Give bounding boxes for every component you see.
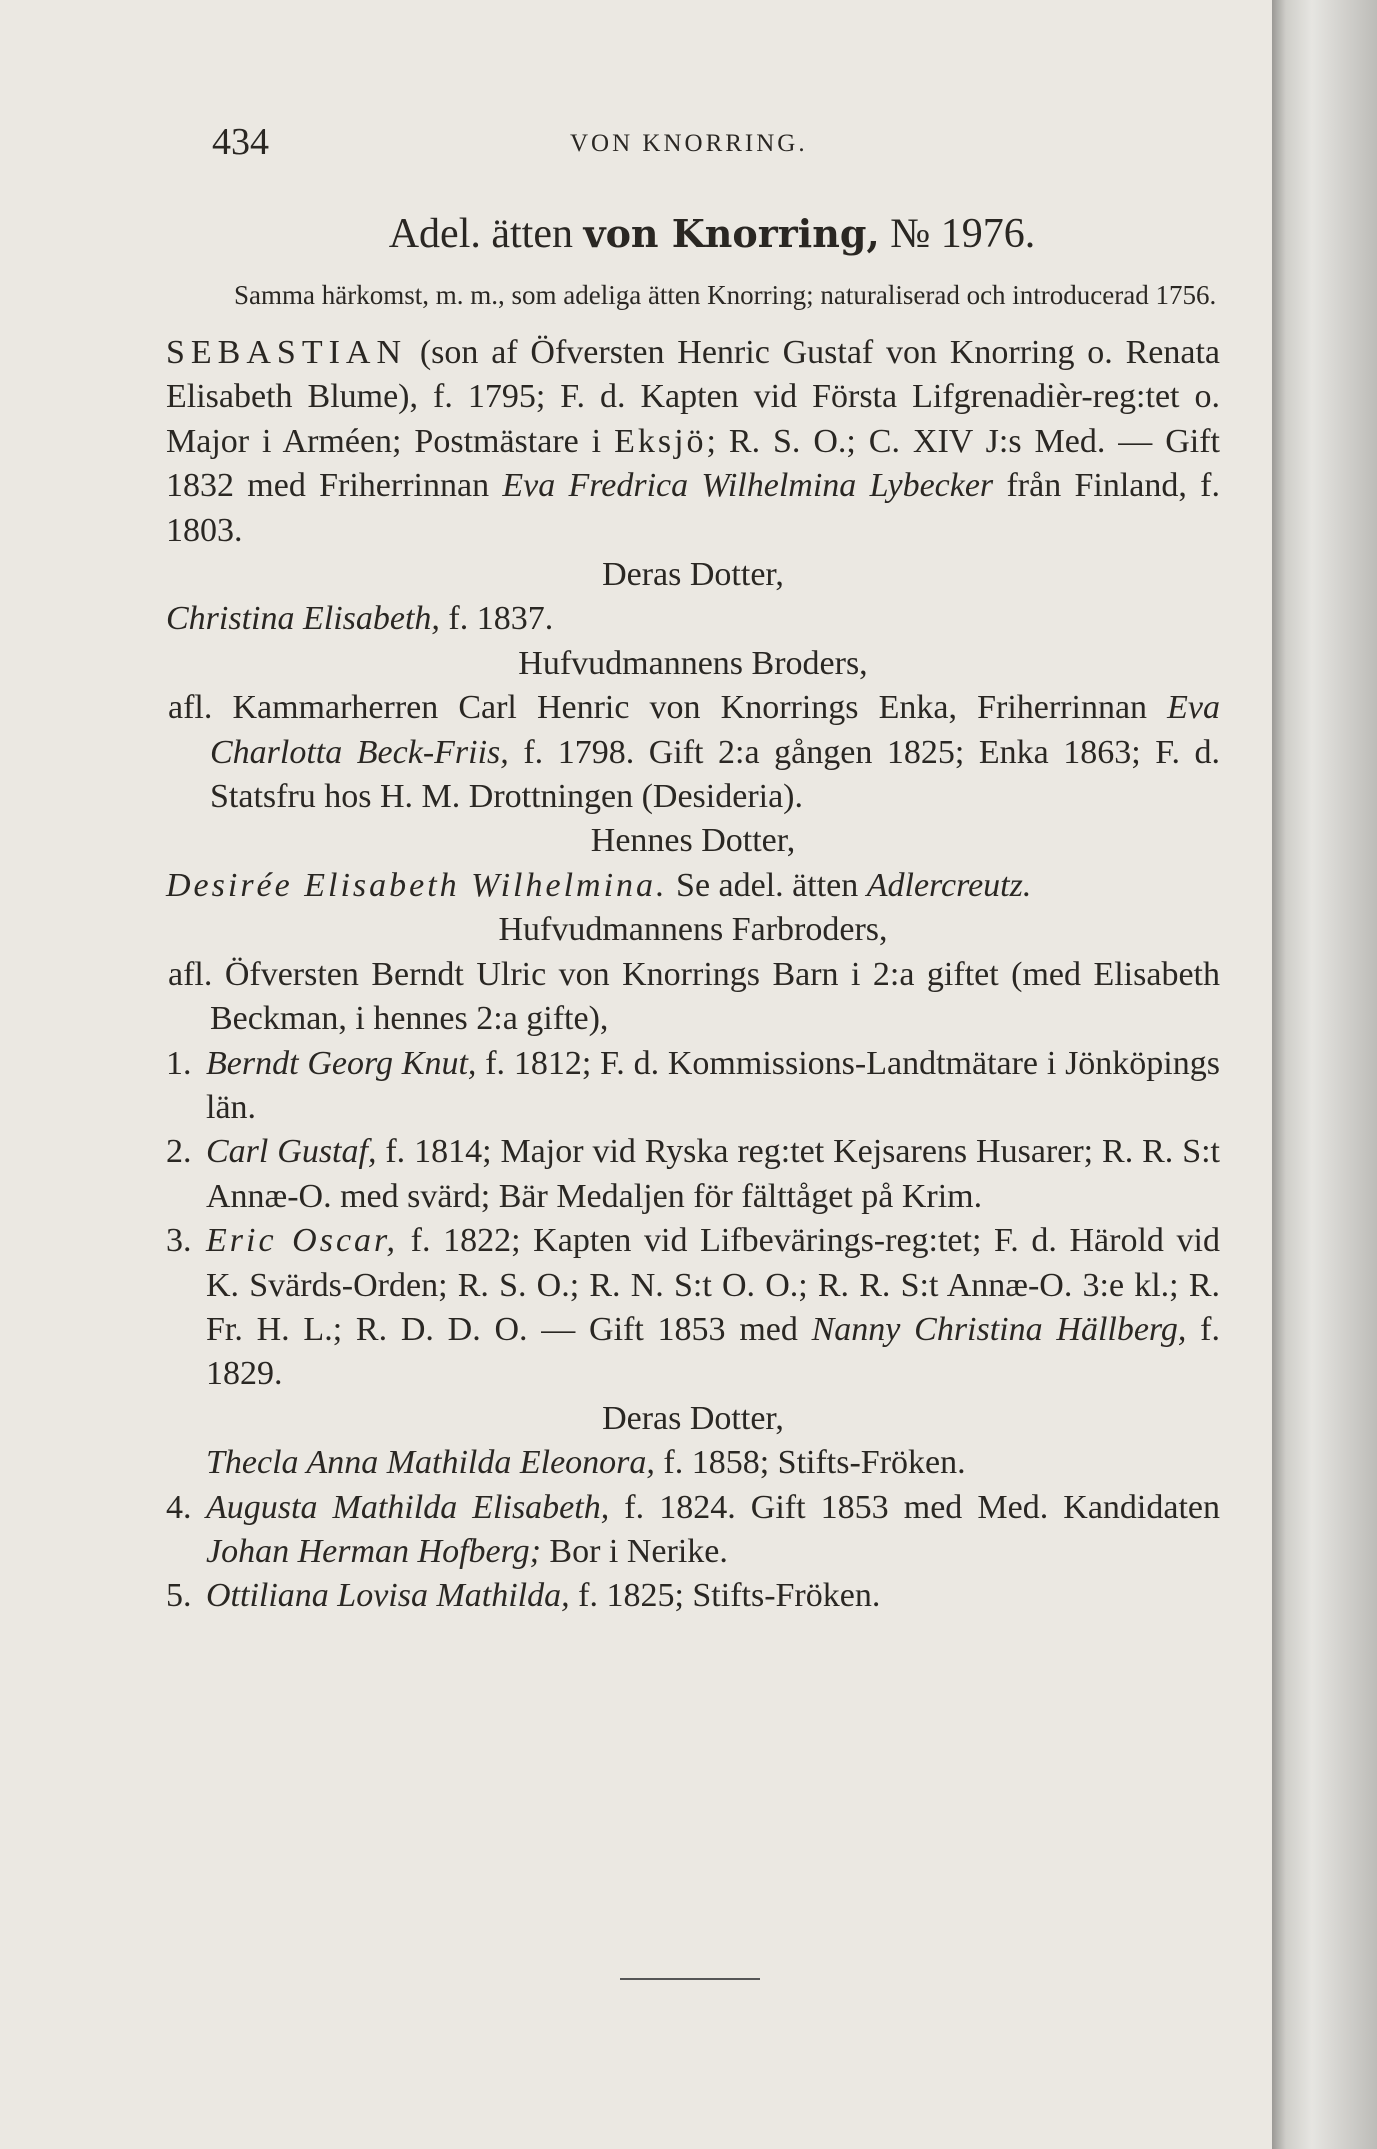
section-title — [212, 210, 1212, 258]
entry-eva-charlotta — [166, 686, 1220, 819]
person-name: Thecla Anna Mathilda Eleonora, — [206, 1444, 655, 1482]
child-number: 4. — [166, 1488, 192, 1526]
entry-text: f. 1814; Major vid Ryska reg:tet Kejsarens Husarer; R. R. S:t Annæ-O. med svärd; Bär Medaljen för fälttåget på Krim. — [206, 1133, 1220, 1215]
entry-sebastian — [166, 331, 1220, 553]
entry-text: f. 1858; Stifts-Fröken. — [654, 1444, 966, 1482]
subheading: Hennes Dotter, — [590, 822, 796, 860]
entry-desiree — [166, 864, 1220, 908]
title-prefix: Adel. ätten — [388, 211, 573, 257]
child-number: 5. — [166, 1577, 192, 1615]
person-name: Augusta Mathilda Elisabeth, — [206, 1488, 610, 1526]
spouse-name: Eva Fredrica Wilhelmina Lybecker — [502, 467, 994, 505]
entry-text: (son af Öfversten Henric Gustaf von Knorring o. Renata Elisabeth Blume), f. 1795; F. d. Kapten vid Första Lifgrenadièr-reg:tet o. Major i Arméen; Postmästare i — [166, 334, 1220, 460]
child-entry — [166, 1574, 1220, 1618]
entry-text: f. 1829. — [206, 1310, 1220, 1393]
subheading: Hufvudmannens Farbroders, — [498, 911, 888, 949]
entry-body — [166, 280, 1220, 1619]
person-name: Berndt Georg Knut, — [206, 1044, 477, 1082]
place-name: Eksjö — [614, 422, 707, 460]
entry-text: från Finland, f. 1803. — [166, 467, 1220, 549]
entry-text: f. 1837. — [439, 600, 554, 638]
person-name: Desirée Elisabeth Wilhelmina. — [166, 866, 668, 904]
entry-text: f. 1825; Stifts-Fröken. — [569, 1577, 881, 1615]
subheading: Hufvudmannens Broders, — [518, 644, 868, 682]
entry-text: f. 1822; Kapten vid Lifbevärings-reg:tet; F. d. Härold vid K. Svärds-Orden; R. S. O.; R. N. S:t O. O.; R. R. S:t Annæ-O. 3:e kl.; R. Fr. H. L.; R. D. D. O. — Gift 1853 med — [206, 1222, 1220, 1348]
person-name: SEBASTIAN — [166, 334, 408, 371]
entry-christina — [166, 597, 1220, 641]
person-name: Ottiliana Lovisa Mathilda, — [206, 1577, 570, 1615]
title-number: № 1976. — [890, 211, 1036, 257]
person-name: Eva Charlotta Beck-Friis, — [210, 689, 1220, 771]
running-title: VON KNORRING. — [570, 130, 808, 157]
child-entry — [166, 1219, 1220, 1397]
entry-text: f. 1824. Gift 1853 med Med. Kandidaten — [609, 1488, 1220, 1526]
entry-text: Se adel. ätten — [667, 866, 867, 904]
page-number: 434 — [212, 121, 269, 163]
child-number: 2. — [166, 1133, 192, 1171]
entry-text: Bor i Nerike. — [540, 1532, 728, 1570]
child-entry — [166, 1486, 1220, 1575]
entry-berndt-ulric: afl. Öfversten Berndt Ulric von Knorrings Barn i 2:a giftet (med Elisabeth Beckman, i hennes 2:a gifte), — [168, 955, 1220, 1038]
title-family: von Knorring, — [583, 211, 880, 256]
entry-text: afl. Kammarherren Carl Henric von Knorrings Enka, Friherrinnan — [168, 689, 1168, 727]
spouse-name: Nanny Christina Hällberg, — [811, 1310, 1187, 1348]
running-header — [212, 120, 1212, 172]
subheading: Deras Dotter, — [602, 1399, 784, 1437]
cross-reference: Adlercreutz. — [866, 866, 1032, 904]
child-number: 1. — [166, 1044, 192, 1082]
entry-text: f. 1812; F. d. Kommissions-Landtmätare i Jönköpings län. — [206, 1044, 1220, 1126]
person-name: Christina Elisabeth, — [166, 600, 440, 638]
book-gutter — [1272, 0, 1377, 2149]
person-name: Eric Oscar, — [206, 1222, 399, 1260]
end-rule — [620, 1978, 760, 1980]
entry-text: f. 1798. Gift 2:a gången 1825; Enka 1863; F. d. Statsfru hos H. M. Drottningen (Desideria). — [210, 733, 1220, 816]
person-name: Carl Gustaf, — [206, 1133, 377, 1171]
subheading: Deras Dotter, — [602, 556, 784, 594]
entry-text: ; R. S. O.; C. XIV J:s Med. — Gift 1832 med Friherrinnan — [166, 422, 1220, 505]
child-entry — [166, 1130, 1220, 1219]
child-entry — [166, 1042, 1220, 1131]
spouse-name: Johan Herman Hofberg; — [206, 1532, 541, 1570]
child-number: 3. — [166, 1222, 192, 1260]
intro-note: Samma härkomst, m. m., som adeliga ätten Knorring; naturaliserad och introducerad 1756. — [234, 280, 1217, 310]
entry-thecla — [166, 1441, 1220, 1485]
